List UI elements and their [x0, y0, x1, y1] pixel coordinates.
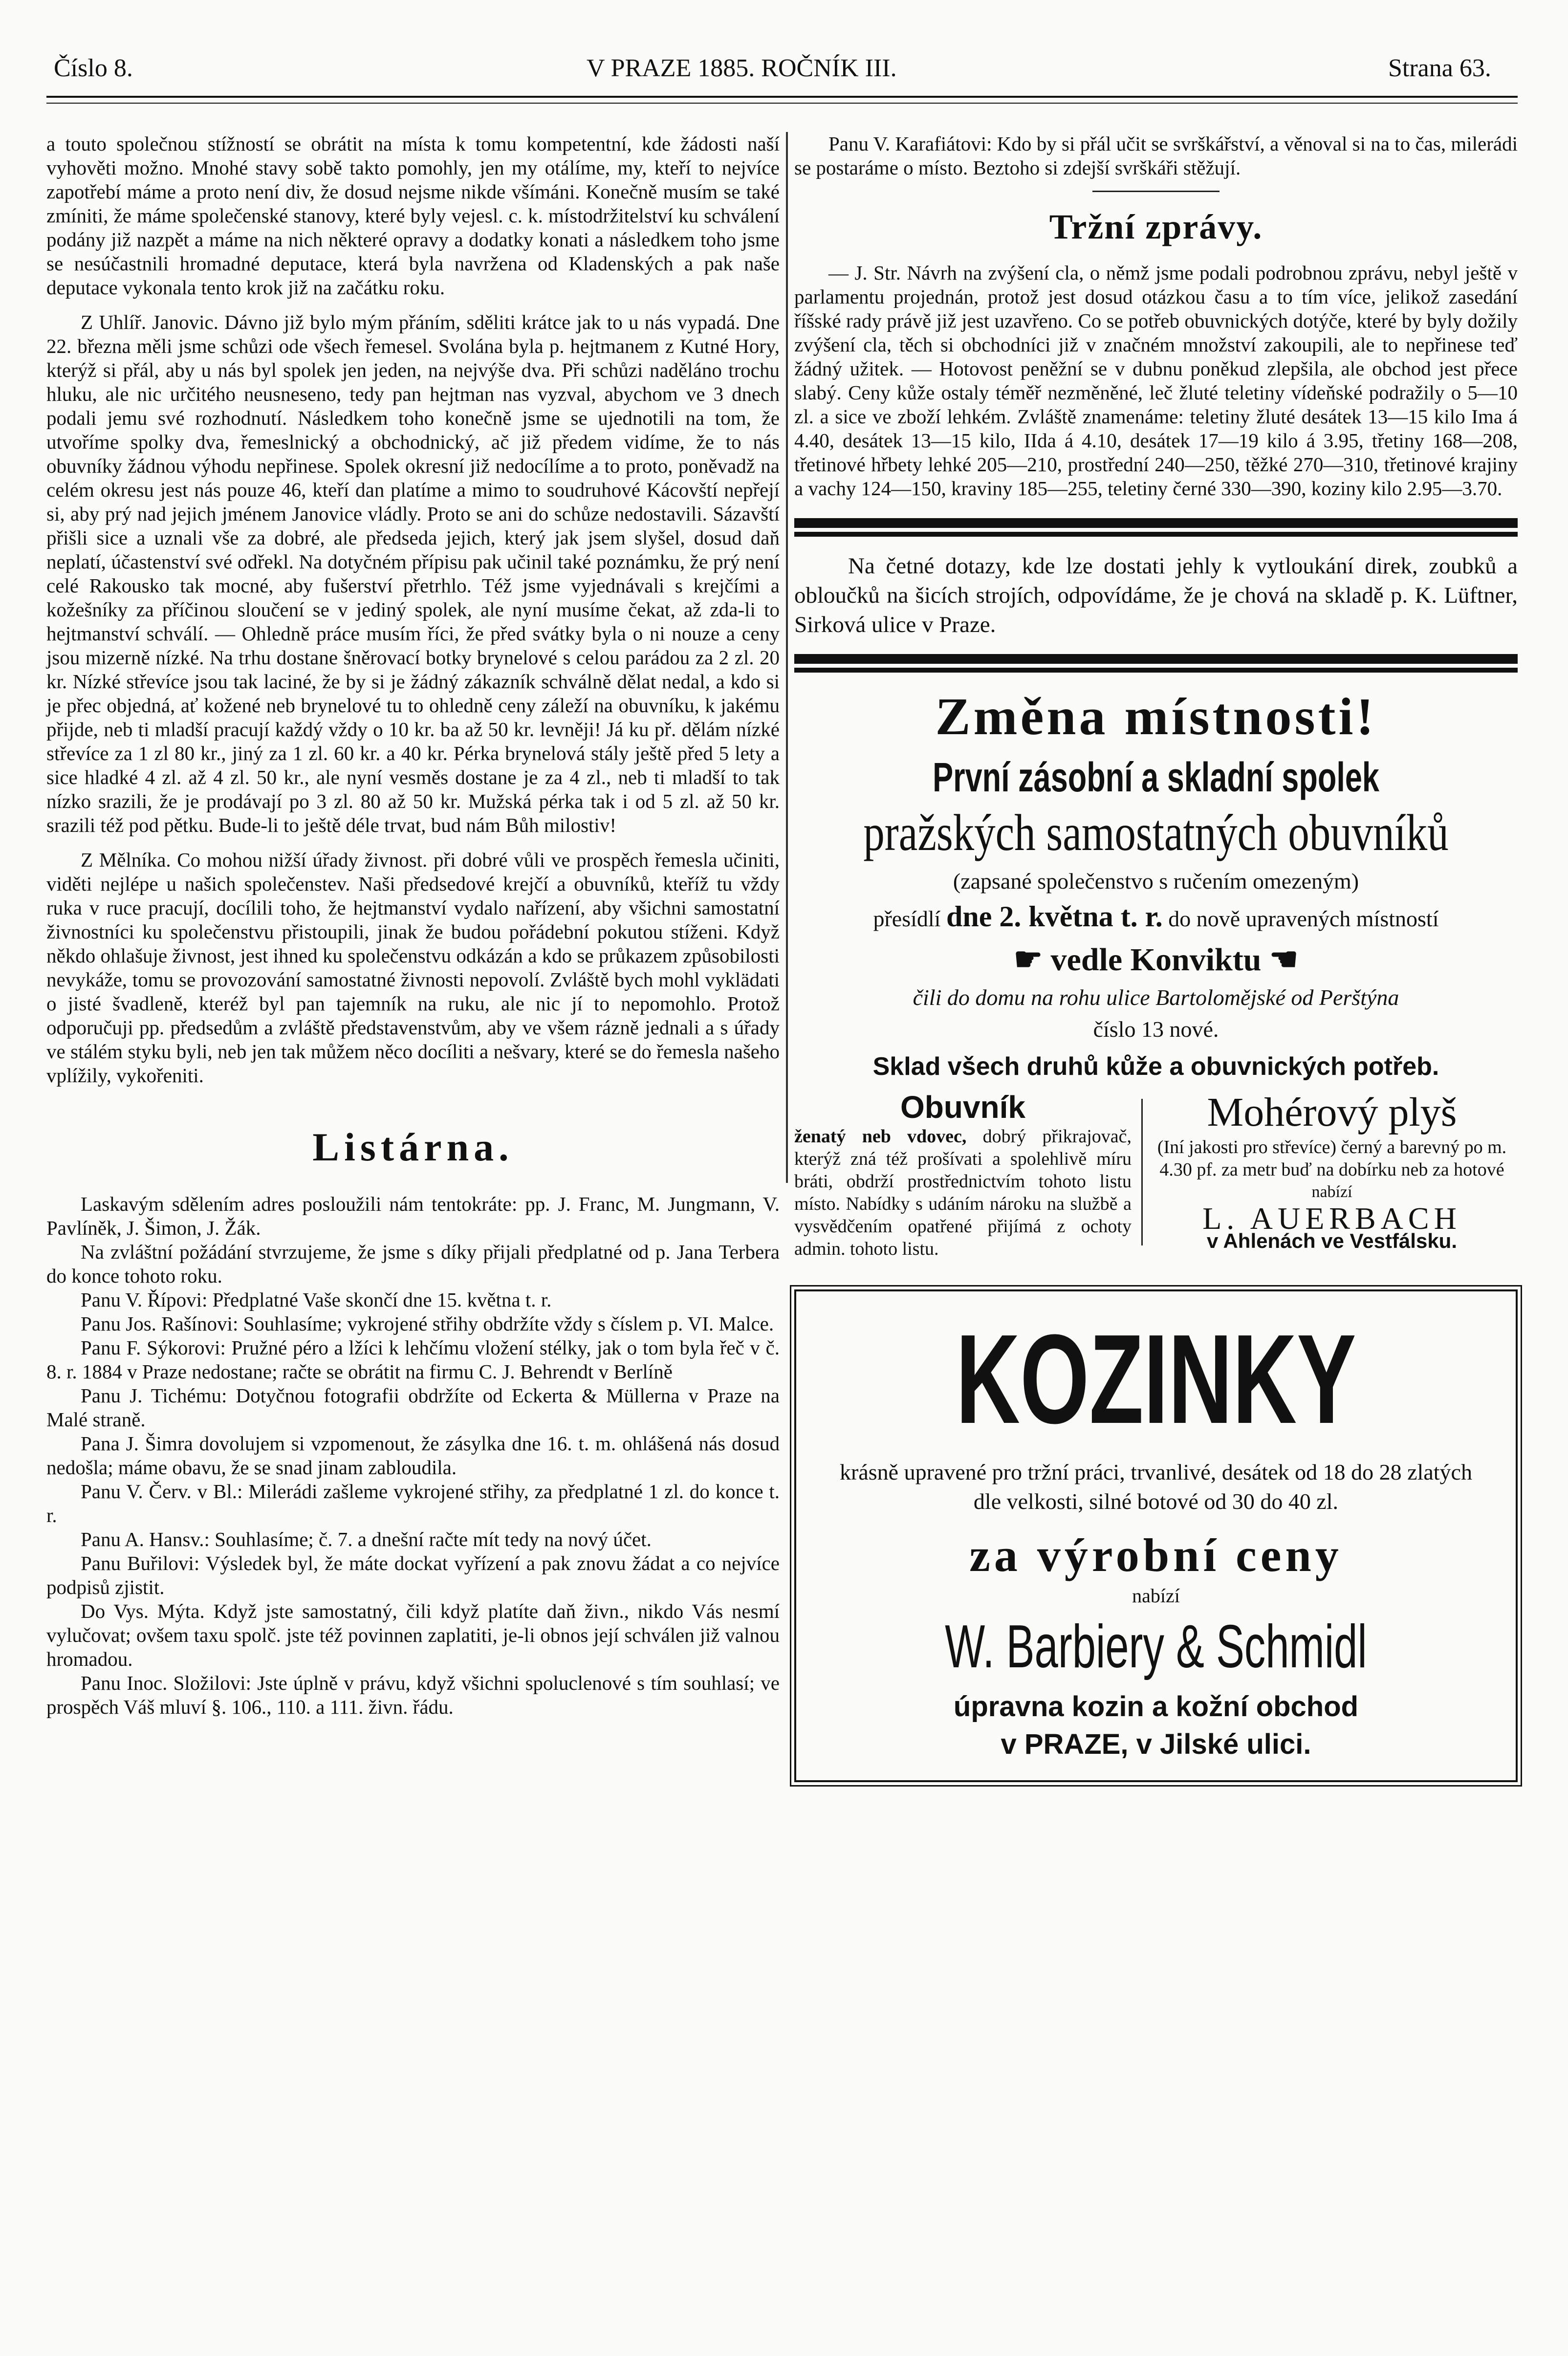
ad-mohair-firm: L. AUERBACH [1202, 1201, 1461, 1236]
reply-karafiat: Panu V. Karafiátovi: Kdo by si přál učit se svrškářství, a věnoval si na to čas, milerádi se postaráme o místo. Beztoho si zdejší svrškáři stěžují. [794, 132, 1518, 179]
stock-line: Sklad všech druhů kůže a obuvnických potřeb. [872, 1052, 1439, 1081]
listarna-item: Do Vys. Mýta. Když jste samostatný, čili když platíte daň živn., nikdo Vás nesmí vylučovat; ovšem taxu spolč. jste též povinnen zaplatiti, je-li obnos její schválen již valnou hromadou. [46, 1600, 780, 1670]
relocation-street: čili do domu na rohu ulice Bartolomějské od Perštýna [913, 985, 1399, 1010]
listarna-item: Panu V. Řípovi: Předplatné Vaše skončí dne 15. května t. r. [81, 1288, 552, 1311]
header-center: V PRAZE 1885. ROČNÍK III. [587, 54, 897, 82]
report-melnik: Z Mělníka. Co mohou nižší úřady živnost. při dobré vůli ve prospěch řemesla učiniti, viděti nejlépe u našich společenstev. Naši předsedové krejčí a obuvníků, kteříž tu vždy ruka v ruce pracují, docílili toho, že hejtmanství vydalo nařízení, aby všichni samostatní živnostníci ku společenstvu přistoupili, jinak že budou pořádební pokutou stíženi. Když někdo ohlašuje živnost, jest ihned ku společenstvu odkázán a kdo se průkazem způsobilosti nevykáže, tomu se provozování samostatné živnosti nepovolí. Zvláště bych mohl vyklädati o jisté švadleně, kteréž byl pan tajemník na ruku, ale nic jí to nepomohlo. Protož odporučuji pp. předsedům a zvláště představenstvům, aby ve všem rázně jednali a s úřady ve stálém styku byli, neb jen tak můžem něco docíliti a nešvary, které se do řemesla našeho vplížily, vykořeniti. [46, 849, 780, 1087]
listarna-item: Panu V. Červ. v Bl.: Milerádi zašleme vykrojené střihy, za předplatné 1 zl. do konce t. r. [46, 1480, 780, 1527]
thick-rule [794, 654, 1518, 664]
listarna-item: Panu J. Tichému: Dotyčnou fotografii obdržíte od Eckerta & Müllerna v Praze na Malé straně. [46, 1384, 780, 1431]
listarna-item: Panu Buřilovi: Výsledek byl, že máte dockat vyřízení a pak znovu žádat a co nejvíce podpisů zjistit. [46, 1552, 780, 1598]
thick-rule [794, 518, 1518, 528]
ad-mohair-title: Mohérový plyš [1207, 1090, 1457, 1135]
right-column [794, 132, 1518, 1782]
ad-shoemaker-wanted: Obuvník ženatý neb vdovec, dobrý přikrajovač, kterýž zná též prošívati a spolehlivě míru bráti, obdrží prostřednictvím tohoto listu místo. Nabídky s udáním nároku na službě a vysvědčením opatřené přijímá z ochoty admin. tohoto listu. [794, 1090, 1132, 1259]
cooperative-legal: (zapsané společenstvo s ručením omezeným) [953, 869, 1359, 894]
kozinky-location: v PRAZE, v Jilské ulici. [1001, 1728, 1311, 1760]
pointing-hand-icon: ☛ [1013, 942, 1043, 978]
market-report: — J. Str. Návrh na zvýšení cla, o němž jsme podali podrobnou zprávu, nebyl ještě v parlamentu projednán, protož jest dosud otázkou času a to tím více, jelikož zasedání říšské rady právě již jest uzavřeno. Co se potřeb obuvnických dotýče, které by byly dožily zvýšení cla, těch si obchodníci již v značném množství zakoupili, ale to nepřinese teď žádný užitek. — Hotovost peněžní se v dubnu poněkud zlepšila, ale obchod jest přece slabý. Ceny kůže ostaly téměř nezměněné, leč žluté teletiny vídeňské podražily o 5—10 zl. a sice ve zboží lehkém. Zvláště znamenáme: teletiny žluté desátek 13—15 kilo Ima á 4.40, desátek 13—15 kilo, IIda á 4.10, desátek 17—19 kilo á 3.95, třetiny 168—208, třetinové hřbety lehké 205—210, prostřední 240—250, těžké 270—310, třetinové krajiny a vachy 124—150, kraviny 185—255, teletiny černé 330—390, koziny kilo 2.95—3.70. [794, 262, 1518, 500]
needles-notice: Na četné dotazy, kde lze dostati jehly k vytloukání direk, zoubků a obloučků na šicích strojích, odpovídáme, že je chová na skladě p. K. Lüftner, Sirková ulice v Praze. [794, 553, 1518, 637]
small-ads [794, 1089, 1518, 1259]
listarna-item: Na zvláštní požádání stvrzujeme, že jsme s díky přijali předplatné od p. Jana Terbera do konce tohoto roku. [46, 1241, 780, 1287]
report-janovice: Z Uhlíř. Janovic. Dávno již bylo mým přáním, sděliti krátce jak to u nás vypadá. Dne 22. března měli jsme schůzi ode všech řemesel. Svolána byla p. hejtmanem z Kutné Hory, kterýž si přál, aby u nás byl spolek jen jeden, na nejvýše dva. Při schůzi naděláno trochu hluku, ale nic určitého neusneseno, tedy pan hejtman nas vyzval, abychom ve 3 dnech podali jemu své rozhodnutí. Následkem toho konečně jsme se ujednotili na tom, že utvoříme spolky dva, řemeslnický a obchodnický, ač již předem vidíme, že to nás obuvníky žádnou výhodu nepřinese. Spolek okresní již nedocílíme a to proto, poněvadž na celém okresu jest nás pouze 46, kteří dan platíme a mimo to soudruhové Kácovští nepřejí si, aby prý nad jejich jménem Janovice vládly. Proto se ani do schůze nedostavili. Sázavští přišli sice a uznali vše za dobré, ale předseda jejich, který jak jsem slyšel, dosud daň neplatí, účastenství své odřekl. Na dotyčném přípisu pak učinil také poznámku, že prý není celé Rakousko tak mocné, aby fušerství přetrhlo. Též jsme vyjednávali s krejčími a kožešníky za příčinou sloučení se v jediný spolek, ale nyní musíme čekat, až zda-li to hejtmanství schválí. — Ohledně práce musím říci, že před svátky byla o ni nouze a ceny jsou mizerně nízké. Na trhu dostane šněrovací botky brynelové s celou parádou za 2 zl. 20 kr. Nízké střevíce jsou tak laciné, že by si je žádný zákazník schválně dělat nedal, a kdo si je přec objedná, ať kožené neb brynelové tu to ohledně ceny záleží na obuvníku, k jakému přijde, neb ti mladší pracují každý vždy o 10 kr. ba až 50 kr. levněji! Já ku př. dělám nízké střevíce za 1 zl 80 kr., jiný za 1 zl. 60 kr. a 40 kr. Pérka brynelová stály ještě před 5 lety a sice hladké 4 zl. až 4 zl. 50 kr., ale nyní vesměs dostane je za 4 zl., neb ti mladší to tak nízko srazili, že je prodávají po 3 zl. 80 až 50 kr. Mužská pérka tak i od 5 zl. až 50 kr. srazili též pod pětku. Bude-li to ještě déle trvat, bud nám Bůh milostiv! [46, 311, 780, 836]
relocation-date-line: přesídlí dne 2. května t. r. do nově upravených místností [873, 900, 1439, 933]
cooperative-name-1: První zásobní a skladní spolek [933, 754, 1379, 800]
ad-shoemaker-title: Obuvník [900, 1090, 1026, 1125]
header-rule-top [46, 96, 1518, 98]
issue-number: Číslo 8. [54, 54, 133, 82]
left-column [46, 132, 780, 1719]
ad-mohair-plush: Mohérový plyš (Iní jakosti pro střevíce) černý a barevný po m. 4.30 pf. za metr buď na dobírku neb za hotové nabízí L. AUERBACH v Ahlenách ve Vestfálsku. [1151, 1089, 1513, 1252]
listarna-item: Laskavým sdělením adres posloužili nám tentokráte: pp. J. Franc, M. Jungmann, V. Pavlíněk, J. Šimon, J. Žák. [46, 1193, 780, 1239]
relocation-title: Změna místnosti! [935, 688, 1377, 746]
thin-rule [794, 668, 1518, 673]
listarna-item: Panu Jos. Rašínovi: Souhlasíme; vykrojené střihy obdržíte vždy s číslem p. VI. Malce. [81, 1312, 774, 1335]
relocation-address: ☛ vedle Konviktu ☚ [1013, 942, 1299, 978]
kozinky-description: krásně upravené pro tržní práci, trvanlivé, desátek od 18 do 28 zlatých dle velkosti, silné botové od 30 do 40 zl. [840, 1460, 1472, 1514]
kozinky-business: úpravna kozin a kožní obchod [953, 1691, 1359, 1723]
listarna-item: Pana J. Šimra dovolujem si vzpomenout, že zásylka dne 16. t. m. ohlášená nás dosud nedošla; máme obavu, že se snad jinam zabloudila. [46, 1432, 780, 1479]
relocation-number: číslo 13 nové. [1093, 1017, 1219, 1042]
kozinky-title: KOZINKY [956, 1309, 1356, 1450]
thin-rule [794, 532, 1518, 537]
market-heading: Tržní zprávy. [1049, 207, 1263, 246]
kozinky-firm: W. Barbiery & Schmidl [945, 1613, 1367, 1680]
ad-divider [1141, 1099, 1143, 1245]
kozinky-prices: za výrobní ceny [969, 1529, 1343, 1581]
page-header [54, 54, 1510, 98]
cooperative-name-2: pražských samostatných obuvníků [863, 804, 1449, 861]
ad-kozinky-box: KOZINKY krásně upravené pro tržní práci, trvanlivé, desátek od 18 do 28 zlatých dle velkosti, silné botové od 30 do 40 zl. za výrobní ceny nabízí W. Barbiery & Schmidl úpravna kozin a kožní obchod v PRAZE, v Jilské ulici. [794, 1289, 1518, 1782]
listarna-heading: Listárna. [312, 1125, 514, 1169]
article-continuation: a touto společnou stížností se obrátit na místa k tomu kompetentní, kde žádosti naší vyhověti možno. Mnohé stavy sobě takto pomohly, jen my otálíme, my, kteří to nejvíce zapotřebí máme a proto není div, že dosud nejsme nikde všímáni. Konečně musím se také zmíniti, že máme společenské stanovy, které byly vejesl. c. k. místodržitelství ku schválení podány již nazpět a máme na nich některé opravy a dodatky konati a následkem toho jsme se nesúčastnili hromadné deputace, která byla navržena od Kladenských a pak naše deputace vykonala tento krok již na začátku roku. [46, 132, 780, 299]
listarna-list [46, 1192, 780, 1719]
listarna-item: Panu F. Sýkorovi: Pružné péro a lžíci k lehčímu vložení stélky, jak o tom byla řeč v č. 8. r. 1884 v Praze nedostane; račte se obrátit na firmu C. J. Behrendt v Berlíně [46, 1336, 780, 1383]
short-divider [1092, 191, 1220, 192]
page-number: Strana 63. [1388, 54, 1491, 82]
header-rule-bottom [46, 103, 1518, 104]
column-separator [786, 132, 788, 1183]
listarna-item: Panu Inoc. Složilovi: Jste úplně v právu, když všichni spoluclenové s tím souhlasí; ve prospěch Váš mluví §. 106., 110. a 111. živn. řádu. [46, 1672, 780, 1718]
ad-relocation [794, 685, 1518, 1081]
pointing-hand-left-icon: ☚ [1269, 942, 1299, 978]
listarna-item: Panu A. Hansv.: Souhlasíme; č. 7. a dnešní račte mít tedy na nový účet. [81, 1528, 652, 1550]
ad-mohair-location: v Ahlenách ve Vestfálsku. [1206, 1229, 1458, 1252]
